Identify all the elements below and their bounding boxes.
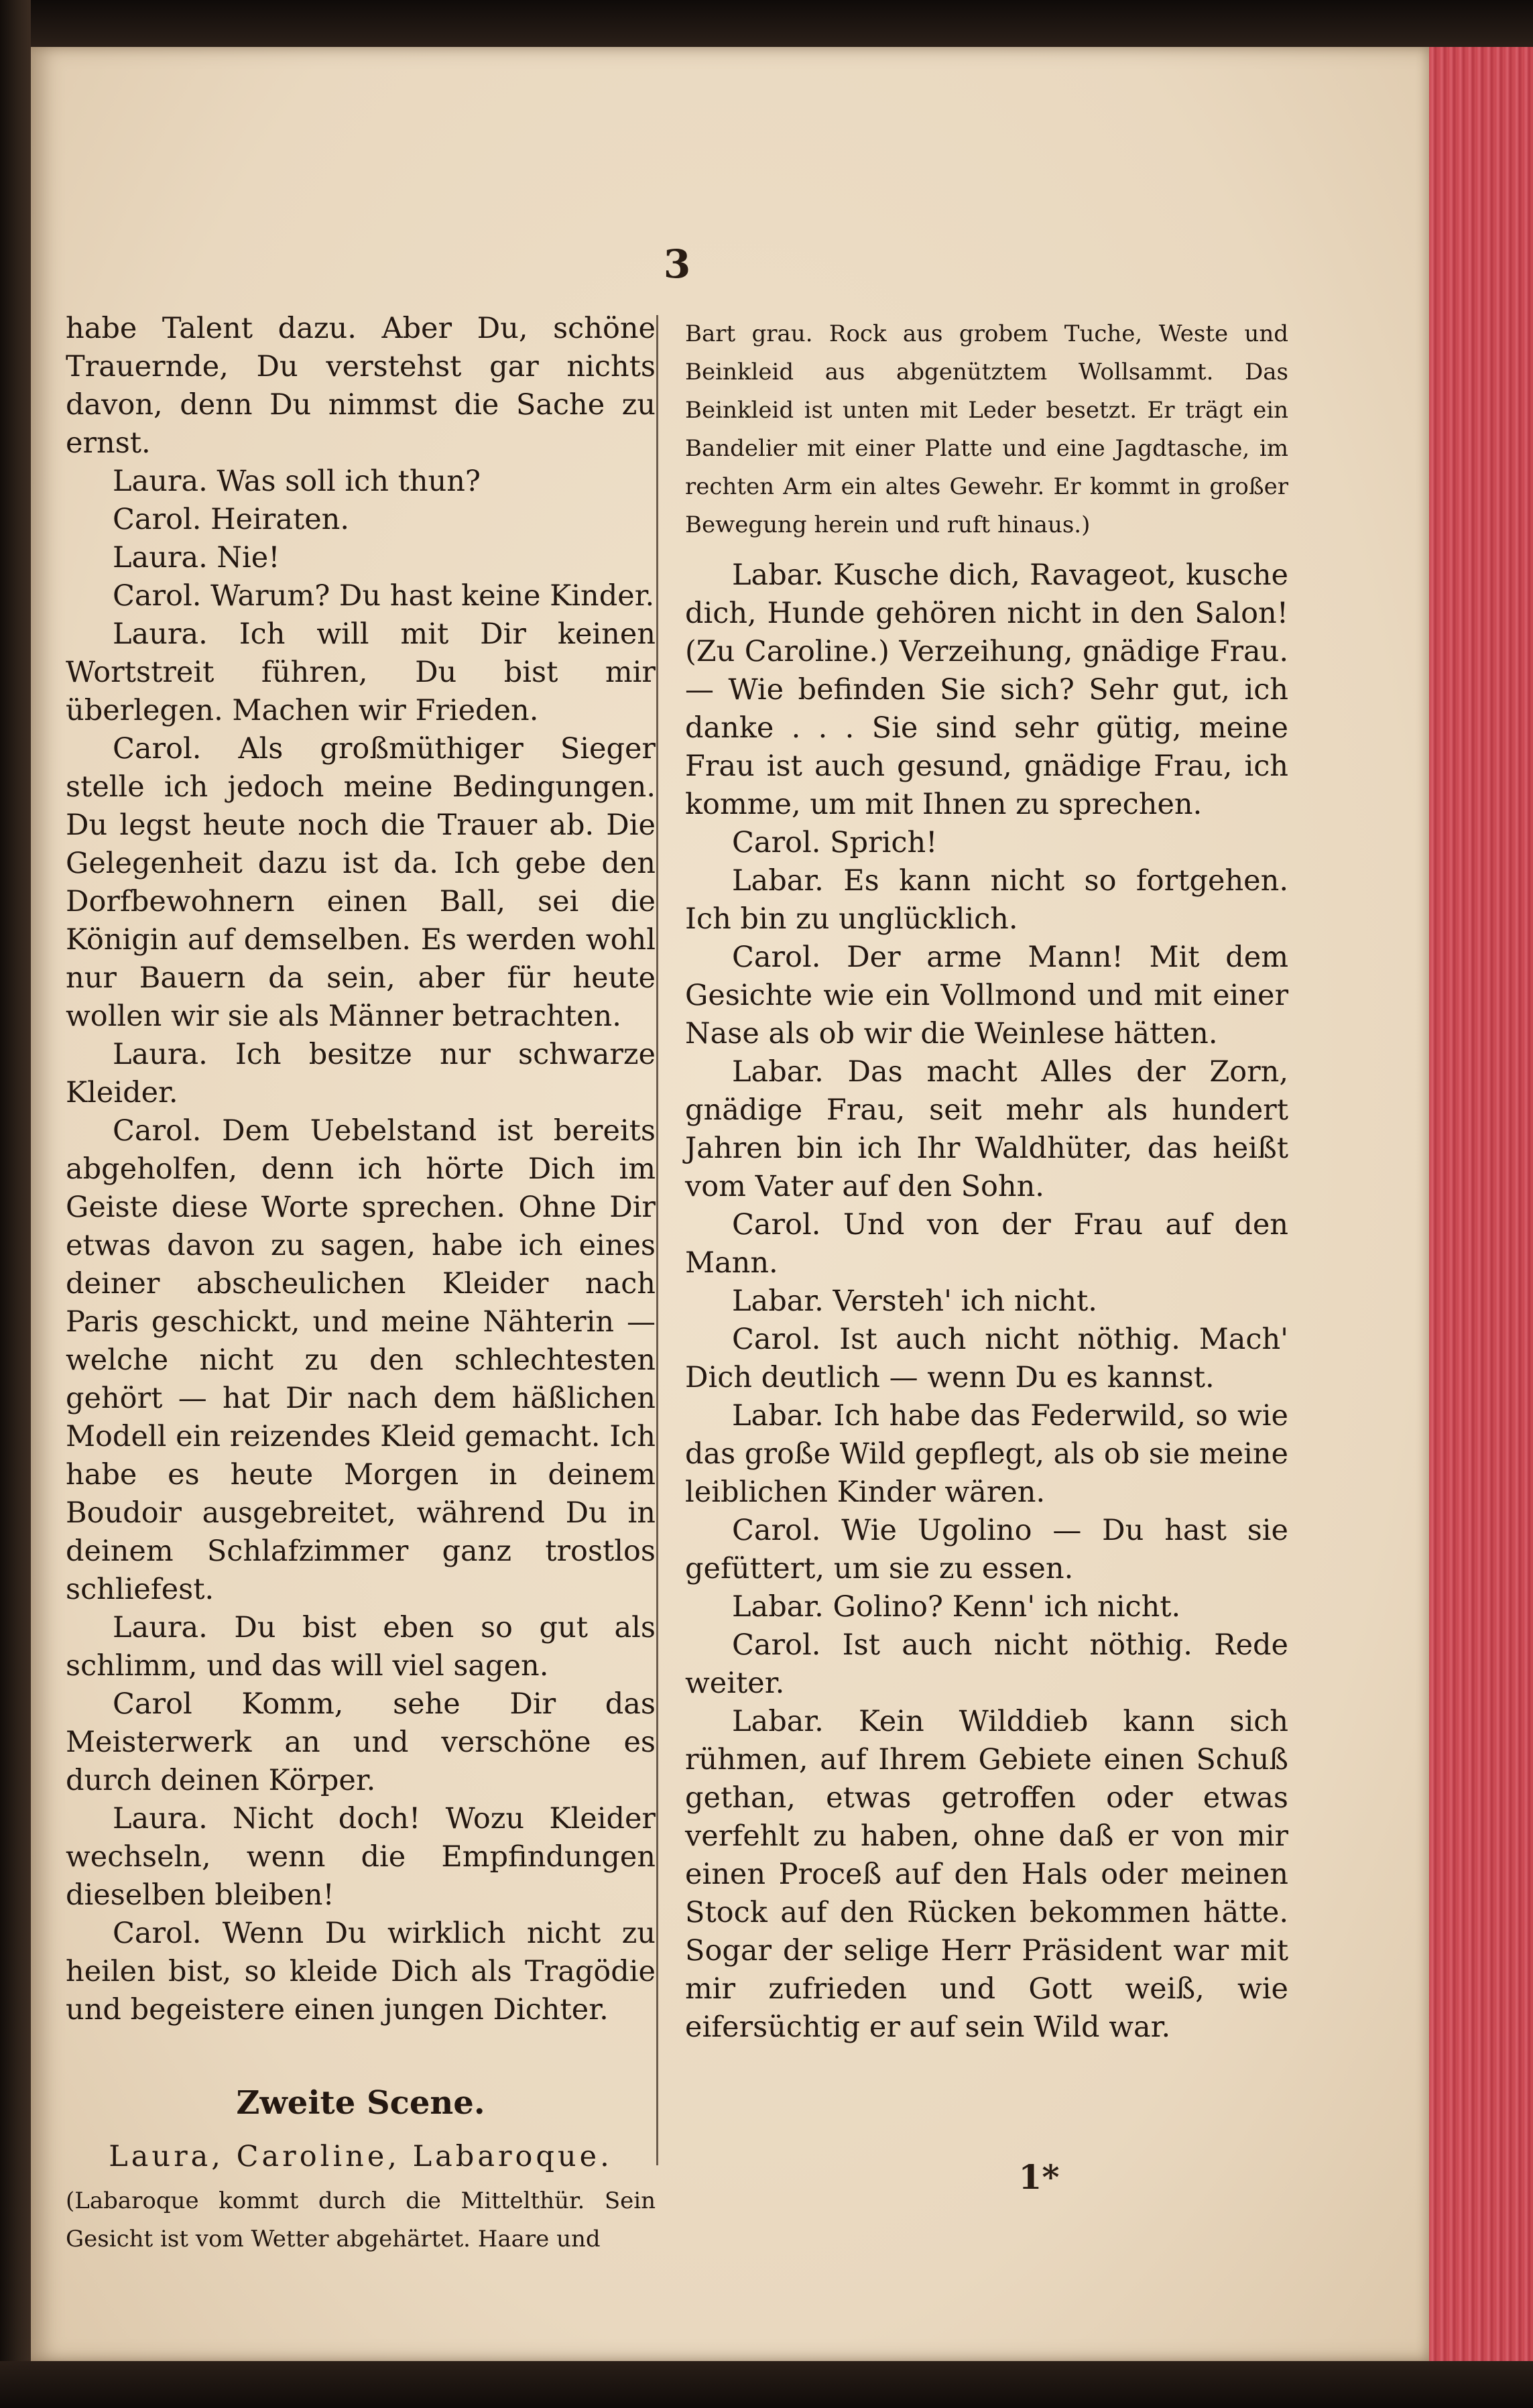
dialogue-line: Laura. Ich besitze nur schwarze Kleider. — [66, 1038, 656, 1109]
stage-direction: Bart grau. Rock aus grobem Tuche, Weste und Beinkleid aus abgenütztem Wollsammt. Das Beinkleid ist unten mit Leder besetzt. Er trägt ein Bandelier mit einer Platte und eine Jagdtasche, im rechten Arm ein altes Gewehr. Er kommt in großer Bewegung herein und ruft hinaus.) — [685, 320, 1288, 538]
page-number: 3 — [663, 241, 691, 287]
dialogue-line: Labar. Kusche dich, Ravageot, kusche dich, Hunde gehören nicht in den Salon! (Zu Caroline.) Verzeihung, gnädige Frau. — Wie befinden Sie sich? Sehr gut, ich danke . . . Sie sind sehr gütig, meine Frau ist auch gesund, gnädige Frau, ich komme, um mit Ihnen zu sprechen. — [685, 558, 1288, 821]
dialogue-line: Labar. Das macht Alles der Zorn, gnädige Frau, seit mehr als hundert Jahren bin ich Ihr Waldhüter, das heißt vom Vater auf den Sohn. — [685, 1055, 1288, 1203]
dialogue-line: Laura. Nicht doch! Wozu Kleider wechseln, wenn die Empfindungen dieselben bleiben! — [66, 1802, 656, 1912]
scan-bottom-background — [0, 2361, 1533, 2408]
column-divider — [656, 315, 658, 2165]
dialogue-line: Carol. Ist auch nicht nöthig. Rede weiter. — [685, 1628, 1288, 1700]
dialogue-line: Carol. Ist auch nicht nöthig. Mach' Dich deutlich — wenn Du es kannst. — [685, 1323, 1288, 1394]
dialogue-line: Carol. Dem Uebelstand ist bereits abgeholfen, denn ich hörte Dich im Geiste diese Worte sprechen. Ohne Dir etwas davon zu sagen, habe ich eines deiner abscheulichen Kleider nach Paris geschickt, und meine Nähterin — welche nicht zu den schlechtesten gehört — hat Dir nach dem häßlichen Modell ein reizendes Kleid gemacht. Ich habe es heute Morgen in deinem Boudoir ausgebreitet, während Du in deinem Schlafzimmer ganz trostlos schliefest. — [66, 1114, 656, 1606]
dialogue-line: Laura. Du bist eben so gut als schlimm, und das will viel sagen. — [66, 1611, 656, 1683]
dialogue-line: Carol. Warum? Du hast keine Kinder. — [113, 579, 655, 613]
scan-top-background — [0, 0, 1533, 47]
left-column — [66, 310, 656, 2259]
dialogue-line: Laura. Was soll ich thun? — [113, 465, 481, 498]
scene-heading: Zweite Scene. — [236, 2084, 485, 2122]
dialogue-line: Labar. Golino? Kenn' ich nicht. — [732, 1590, 1181, 1624]
stage-direction: (Labaroque kommt durch die Mittelthür. Sein Gesicht ist vom Wetter abgehärtet. Haare und — [66, 2187, 656, 2252]
printer-signature: 1* — [1018, 2157, 1060, 2197]
dialogue-line: Laura. Nie! — [113, 541, 280, 575]
dialogue-line: Labar. Es kann nicht so fortgehen. Ich bin zu unglücklich. — [685, 864, 1288, 936]
book-spine — [0, 0, 31, 2408]
dialogue-line: Carol. Als großmüthiger Sieger stelle ich jedoch meine Bedingungen. Du legst heute noch die Trauer ab. Die Gelegenheit dazu ist da. Ich gebe den Dorfbewohnern einen Ball, sei die Königin auf demselben. Es werden wohl nur Bauern da sein, aber für heute wollen wir sie als Männer betrachten. — [66, 732, 656, 1033]
dialogue-line: Carol. Wenn Du wirklich nicht zu heilen bist, so kleide Dich als Tragödie und begeistere einen jungen Dichter. — [66, 1917, 656, 2027]
dialogue-line: Carol. Wie Ugolino — Du hast sie gefüttert, um sie zu essen. — [685, 1514, 1288, 1585]
scene-characters: Laura, Caroline, Labaroque. — [109, 2140, 613, 2173]
page-edge-red — [1429, 47, 1533, 2361]
dialogue-line: Carol. Heiraten. — [113, 503, 350, 536]
dialogue-line: Labar. Kein Wilddieb kann sich rühmen, auf Ihrem Gebiete einen Schuß gethan, etwas getroffen oder etwas verfehlt zu haben, ohne daß er von mir einen Proceß auf den Hals oder meinen Stock auf den Rücken bekommen hätte. Sogar der selige Herr Präsident war mit mir zufrieden und Gott weiß, wie eifersüchtig er auf sein Wild war. — [685, 1705, 1288, 2044]
dialogue-line: Carol. Sprich! — [732, 826, 938, 859]
dialogue-line: Carol Komm, sehe Dir das Meisterwerk an und verschöne es durch deinen Körper. — [66, 1687, 656, 1797]
dialogue-line: Carol. Der arme Mann! Mit dem Gesichte wie ein Vollmond und mit einer Nase als ob wir die Weinlese hätten. — [685, 941, 1288, 1050]
right-column — [685, 315, 1288, 2047]
dialogue-line: Laura. Ich will mit Dir keinen Wortstreit führen, Du bist mir überlegen. Machen wir Frieden. — [66, 617, 656, 727]
dialogue-line: Labar. Ich habe das Federwild, so wie das große Wild gepflegt, als ob sie meine leiblichen Kinder wären. — [685, 1399, 1288, 1509]
dialogue-line: Labar. Versteh' ich nicht. — [732, 1284, 1097, 1318]
dialogue-line: Carol. Und von der Frau auf den Mann. — [685, 1208, 1288, 1280]
paragraph: habe Talent dazu. Aber Du, schöne Trauernde, Du verstehst gar nichts davon, denn Du nimmst die Sache zu ernst. — [66, 312, 656, 460]
